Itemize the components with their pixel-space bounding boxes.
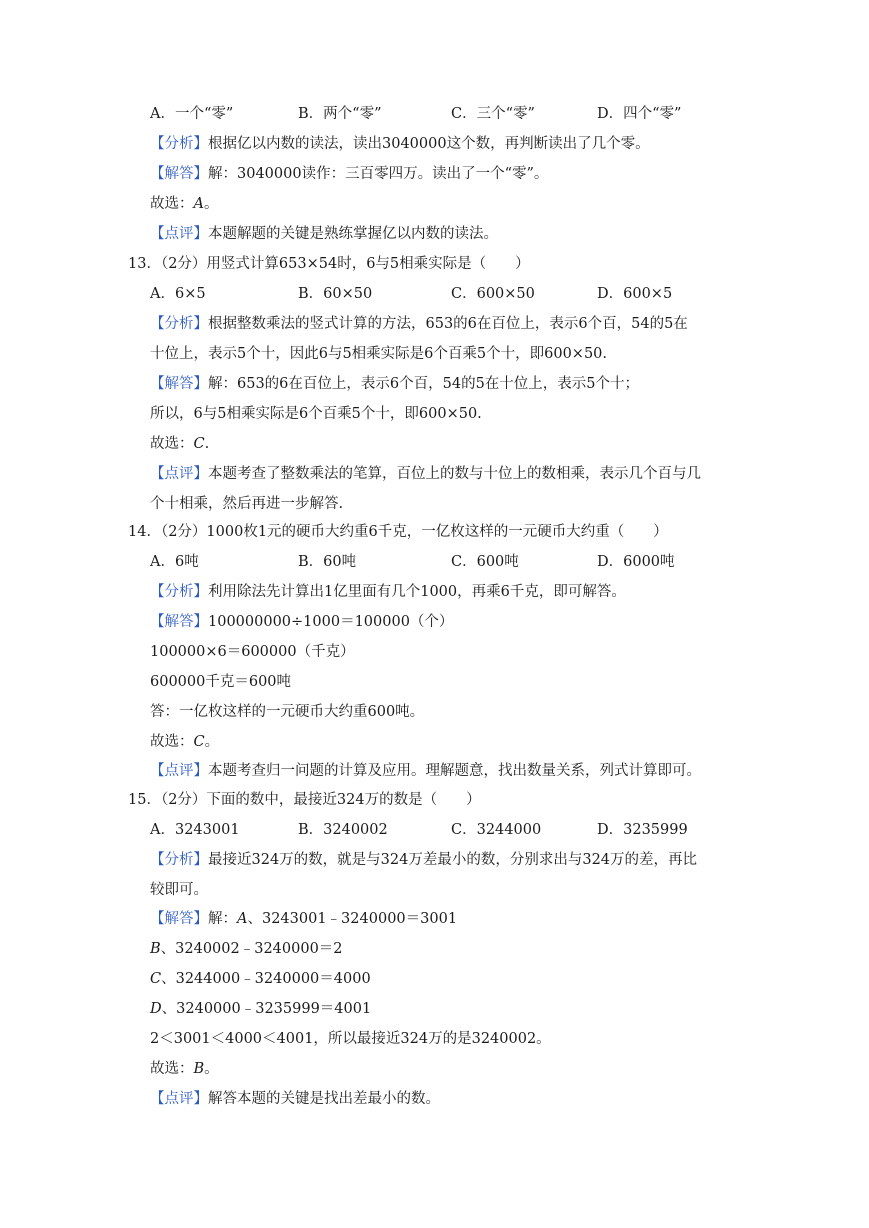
q14-comment [150, 761, 701, 781]
q12-option-c: C．三个“零” [451, 106, 535, 122]
answer-expression: 、3240000﹣3235999＝4001 [161, 1001, 372, 1017]
q13-option-d: D．600×5 [597, 286, 673, 302]
q15-option-b: B．3240002 [298, 822, 388, 838]
answer-tag: 【解答】 [150, 911, 208, 927]
choice-prefix: 故选： [150, 436, 194, 452]
q14-answer-text-3: 600000千克＝600吨 [150, 674, 292, 690]
q15-analysis-text-2: 较即可。 [150, 882, 208, 898]
comment-tag: 【点评】 [150, 226, 208, 242]
q13-answer-text-1: 解：653的6在百位上，表示6个百，54的5在十位上，表示5个十； [208, 376, 640, 392]
choice-suffix: 。 [204, 1061, 219, 1077]
q12-option-b: B．两个“零” [298, 106, 382, 122]
comment-tag: 【点评】 [150, 763, 208, 779]
q15-option-a: A．3243001 [150, 822, 240, 838]
answer-letter: B [150, 941, 161, 957]
answer-letter: C [150, 971, 162, 987]
choice-letter: C [193, 436, 205, 452]
q15-stem: 15．（2分）下面的数中，最接近324万的数是（ ） [128, 792, 481, 808]
choice-suffix: 。 [204, 734, 220, 750]
q14-answer-text-4: 答：一亿枚这样的一元硬币大约重600吨。 [150, 704, 425, 720]
answer-expression: 、3240002﹣3240000＝2 [160, 941, 343, 957]
q14-option-c: C．600吨 [451, 554, 519, 570]
q13-answer [150, 374, 639, 394]
q15-analysis [150, 850, 697, 870]
choice-letter: C [193, 734, 205, 750]
q14-answer [150, 612, 453, 632]
q12-analysis-text: 根据亿以内数的读法，读出3040000这个数，再判断读出了几个零。 [208, 136, 650, 152]
q13-comment-text-2: 个十相乘，然后再进一步解答. [150, 496, 344, 512]
comment-tag: 【点评】 [150, 1091, 208, 1107]
q15-option-d: D．3235999 [597, 822, 688, 838]
q13-comment-text-1: 本题考查了整数乘法的笔算，百位上的数与十位上的数相乘，表示几个百与几 [208, 466, 701, 482]
answer-expression: 、3244000﹣3240000＝4000 [161, 971, 371, 987]
q15-comment [150, 1089, 440, 1109]
q13-analysis [150, 314, 688, 334]
q12-comment-text: 本题解题的关键是熟练掌握亿以内数的读法。 [208, 226, 498, 242]
q15-answer-line-3 [150, 969, 371, 989]
q15-answer-line-4 [150, 999, 371, 1019]
q13-analysis-text-1: 根据整数乘法的竖式计算的方法，653的6在百位上，表示6个百，54的5在 [208, 316, 688, 332]
answer-tag: 【解答】 [150, 614, 208, 630]
q12-answer-text: 解：3040000读作：三百零四万。读出了一个“零”。 [208, 166, 549, 182]
q12-choice [150, 194, 218, 214]
q12-option-d: D．四个“零” [597, 106, 682, 122]
q13-choice [150, 434, 209, 454]
choice-suffix: 。 [203, 196, 219, 212]
q15-option-c: C．3244000 [451, 822, 542, 838]
answer-letter: A [237, 911, 248, 927]
q13-stem: 13．（2分）用竖式计算653×54时，6与5相乘实际是（ ） [128, 256, 530, 272]
q14-analysis [150, 582, 626, 602]
q13-analysis-text-2: 十位上，表示5个十，因此6与5相乘实际是6个百乘5个十，即600×50. [150, 346, 608, 362]
analysis-tag: 【分析】 [150, 316, 208, 332]
q14-analysis-text: 利用除法先计算出1亿里面有几个1000，再乘6千克，即可解答。 [208, 584, 626, 600]
q14-comment-text: 本题考查归一问题的计算及应用。理解题意，找出数量关系，列式计算即可。 [208, 763, 701, 779]
q13-answer-text-2: 所以，6与5相乘实际是6个百乘5个十，即600×50. [150, 406, 482, 422]
q14-answer-text-1: 100000000÷1000＝100000（个） [208, 614, 454, 630]
answer-tag: 【解答】 [150, 166, 208, 182]
q13-comment [150, 464, 701, 484]
choice-suffix: . [204, 436, 210, 452]
q14-option-b: B．60吨 [298, 554, 357, 570]
choice-prefix: 故选： [150, 1061, 194, 1077]
choice-letter: A [193, 196, 204, 212]
q14-choice [150, 732, 219, 752]
q15-answer-line-2 [150, 939, 343, 959]
q15-analysis-text-1: 最接近324万的数，就是与324万差最小的数，分别求出与324万的差，再比 [208, 852, 698, 868]
q12-analysis [150, 134, 650, 154]
q12-option-a: A．一个“零” [150, 106, 234, 122]
q14-answer-text-2: 100000×6＝600000（千克） [150, 644, 355, 660]
answer-prefix: 解： [208, 911, 237, 927]
q15-choice [150, 1059, 219, 1079]
analysis-tag: 【分析】 [150, 584, 208, 600]
analysis-tag: 【分析】 [150, 852, 208, 868]
q15-answer [150, 909, 457, 929]
comment-tag: 【点评】 [150, 466, 208, 482]
q15-answer-line-5: 2＜3001＜4000＜4001，所以最接近324万的是3240002。 [150, 1031, 551, 1047]
choice-prefix: 故选： [150, 196, 194, 212]
q13-option-c: C．600×50 [451, 286, 535, 302]
q12-answer [150, 164, 548, 184]
choice-prefix: 故选： [150, 734, 194, 750]
answer-tag: 【解答】 [150, 376, 208, 392]
analysis-tag: 【分析】 [150, 136, 208, 152]
q14-stem: 14．（2分）1000枚1元的硬币大约重6千克，一亿枚这样的一元硬币大约重（ ） [128, 524, 668, 540]
answer-expression: 、3243001﹣3240000＝3001 [247, 911, 458, 927]
q13-option-a: A．6×5 [150, 286, 206, 302]
q12-comment [150, 224, 498, 244]
answer-letter: D [150, 1001, 162, 1017]
q13-option-b: B．60×50 [298, 286, 373, 302]
q14-option-d: D．6000吨 [597, 554, 675, 570]
choice-letter: B [193, 1061, 205, 1077]
q15-comment-text: 解答本题的关键是找出差最小的数。 [208, 1091, 440, 1107]
q14-option-a: A．6吨 [150, 554, 199, 570]
